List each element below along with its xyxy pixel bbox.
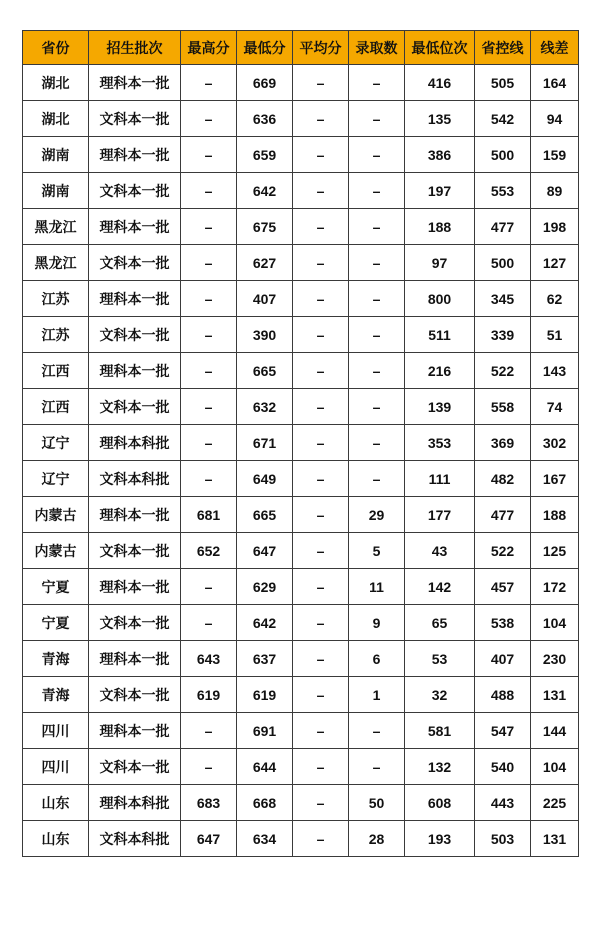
cell-min-score: 675: [237, 209, 293, 245]
cell-admitted-count: 29: [349, 497, 405, 533]
admission-score-table: [22, 30, 579, 857]
cell-admitted-count: 1: [349, 677, 405, 713]
column-header-province: 省份: [23, 31, 89, 65]
cell-min-score: 627: [237, 245, 293, 281]
cell-province: 辽宁: [23, 461, 89, 497]
cell-min-rank: 139: [405, 389, 475, 425]
table-row: [23, 533, 579, 569]
cell-avg-score: –: [293, 65, 349, 101]
cell-line-diff: 167: [531, 461, 579, 497]
table-row: [23, 209, 579, 245]
cell-province-line: 522: [475, 533, 531, 569]
cell-min-score: 407: [237, 281, 293, 317]
cell-province-line: 457: [475, 569, 531, 605]
cell-province: 内蒙古: [23, 533, 89, 569]
cell-line-diff: 62: [531, 281, 579, 317]
cell-avg-score: –: [293, 317, 349, 353]
cell-province-line: 500: [475, 137, 531, 173]
cell-province: 江西: [23, 353, 89, 389]
cell-min-rank: 53: [405, 641, 475, 677]
cell-batch: 文科本一批: [89, 245, 181, 281]
cell-line-diff: 74: [531, 389, 579, 425]
cell-province: 四川: [23, 749, 89, 785]
cell-avg-score: –: [293, 569, 349, 605]
cell-min-score: 668: [237, 785, 293, 821]
cell-province-line: 505: [475, 65, 531, 101]
cell-max-score: 647: [181, 821, 237, 857]
cell-batch: 理科本一批: [89, 209, 181, 245]
cell-province-line: 553: [475, 173, 531, 209]
cell-admitted-count: 28: [349, 821, 405, 857]
cell-min-score: 671: [237, 425, 293, 461]
cell-line-diff: 125: [531, 533, 579, 569]
cell-line-diff: 230: [531, 641, 579, 677]
cell-min-rank: 135: [405, 101, 475, 137]
cell-avg-score: –: [293, 173, 349, 209]
cell-admitted-count: 9: [349, 605, 405, 641]
table-row: [23, 785, 579, 821]
cell-max-score: –: [181, 605, 237, 641]
cell-batch: 文科本科批: [89, 821, 181, 857]
cell-avg-score: –: [293, 461, 349, 497]
cell-province: 湖南: [23, 173, 89, 209]
column-header-min-rank: 最低位次: [405, 31, 475, 65]
cell-province-line: 482: [475, 461, 531, 497]
cell-min-rank: 132: [405, 749, 475, 785]
cell-avg-score: –: [293, 137, 349, 173]
cell-max-score: –: [181, 353, 237, 389]
cell-min-rank: 65: [405, 605, 475, 641]
cell-batch: 文科本一批: [89, 749, 181, 785]
cell-line-diff: 104: [531, 605, 579, 641]
cell-province-line: 547: [475, 713, 531, 749]
cell-min-score: 669: [237, 65, 293, 101]
cell-admitted-count: –: [349, 425, 405, 461]
cell-min-score: 691: [237, 713, 293, 749]
cell-min-rank: 193: [405, 821, 475, 857]
cell-min-score: 629: [237, 569, 293, 605]
cell-avg-score: –: [293, 389, 349, 425]
cell-batch: 理科本一批: [89, 137, 181, 173]
cell-batch: 文科本一批: [89, 389, 181, 425]
cell-batch: 文科本一批: [89, 677, 181, 713]
cell-line-diff: 51: [531, 317, 579, 353]
cell-line-diff: 144: [531, 713, 579, 749]
table-row: [23, 677, 579, 713]
cell-max-score: 683: [181, 785, 237, 821]
cell-line-diff: 127: [531, 245, 579, 281]
column-header-batch: 招生批次: [89, 31, 181, 65]
table-row: [23, 749, 579, 785]
cell-province-line: 345: [475, 281, 531, 317]
cell-admitted-count: –: [349, 389, 405, 425]
cell-province: 湖北: [23, 65, 89, 101]
table-row: [23, 713, 579, 749]
cell-admitted-count: 5: [349, 533, 405, 569]
cell-province: 江西: [23, 389, 89, 425]
cell-province-line: 503: [475, 821, 531, 857]
cell-max-score: 619: [181, 677, 237, 713]
cell-min-rank: 197: [405, 173, 475, 209]
cell-province: 青海: [23, 677, 89, 713]
cell-min-rank: 97: [405, 245, 475, 281]
table-row: [23, 497, 579, 533]
cell-min-rank: 581: [405, 713, 475, 749]
cell-min-rank: 386: [405, 137, 475, 173]
table-row: [23, 317, 579, 353]
cell-province-line: 369: [475, 425, 531, 461]
cell-line-diff: 188: [531, 497, 579, 533]
cell-admitted-count: –: [349, 245, 405, 281]
cell-line-diff: 143: [531, 353, 579, 389]
cell-min-rank: 188: [405, 209, 475, 245]
cell-province-line: 538: [475, 605, 531, 641]
cell-batch: 理科本一批: [89, 497, 181, 533]
cell-admitted-count: –: [349, 749, 405, 785]
cell-batch: 文科本一批: [89, 101, 181, 137]
cell-max-score: –: [181, 389, 237, 425]
cell-province: 黑龙江: [23, 209, 89, 245]
cell-province: 四川: [23, 713, 89, 749]
cell-max-score: –: [181, 713, 237, 749]
cell-max-score: –: [181, 137, 237, 173]
cell-min-rank: 216: [405, 353, 475, 389]
cell-max-score: –: [181, 173, 237, 209]
table-row: [23, 605, 579, 641]
cell-admitted-count: –: [349, 317, 405, 353]
cell-min-score: 642: [237, 605, 293, 641]
cell-max-score: 643: [181, 641, 237, 677]
cell-avg-score: –: [293, 533, 349, 569]
cell-batch: 理科本科批: [89, 425, 181, 461]
cell-max-score: –: [181, 65, 237, 101]
cell-admitted-count: 50: [349, 785, 405, 821]
column-header-min-score: 最低分: [237, 31, 293, 65]
cell-min-score: 390: [237, 317, 293, 353]
cell-admitted-count: –: [349, 137, 405, 173]
column-header-max-score: 最高分: [181, 31, 237, 65]
cell-admitted-count: –: [349, 461, 405, 497]
cell-avg-score: –: [293, 101, 349, 137]
cell-province-line: 477: [475, 497, 531, 533]
column-header-line-diff: 线差: [531, 31, 579, 65]
cell-max-score: –: [181, 569, 237, 605]
cell-line-diff: 164: [531, 65, 579, 101]
cell-avg-score: –: [293, 785, 349, 821]
table-row: [23, 821, 579, 857]
cell-avg-score: –: [293, 245, 349, 281]
cell-line-diff: 159: [531, 137, 579, 173]
cell-province: 湖南: [23, 137, 89, 173]
cell-line-diff: 94: [531, 101, 579, 137]
cell-batch: 文科本一批: [89, 533, 181, 569]
cell-min-score: 632: [237, 389, 293, 425]
cell-admitted-count: –: [349, 65, 405, 101]
table-row: [23, 641, 579, 677]
cell-min-score: 619: [237, 677, 293, 713]
cell-province: 黑龙江: [23, 245, 89, 281]
cell-province: 辽宁: [23, 425, 89, 461]
cell-min-rank: 353: [405, 425, 475, 461]
table-row: [23, 389, 579, 425]
cell-avg-score: –: [293, 713, 349, 749]
cell-admitted-count: 6: [349, 641, 405, 677]
cell-admitted-count: –: [349, 281, 405, 317]
cell-batch: 文科本一批: [89, 605, 181, 641]
cell-min-rank: 32: [405, 677, 475, 713]
cell-line-diff: 89: [531, 173, 579, 209]
table-body: [23, 65, 579, 857]
cell-province-line: 558: [475, 389, 531, 425]
cell-avg-score: –: [293, 641, 349, 677]
cell-admitted-count: –: [349, 101, 405, 137]
cell-min-rank: 111: [405, 461, 475, 497]
cell-avg-score: –: [293, 353, 349, 389]
table-header-row: [23, 31, 579, 65]
cell-line-diff: 131: [531, 821, 579, 857]
cell-line-diff: 302: [531, 425, 579, 461]
cell-avg-score: –: [293, 605, 349, 641]
cell-min-rank: 800: [405, 281, 475, 317]
cell-province-line: 522: [475, 353, 531, 389]
table-row: [23, 245, 579, 281]
cell-min-score: 637: [237, 641, 293, 677]
cell-admitted-count: –: [349, 209, 405, 245]
cell-batch: 理科本一批: [89, 713, 181, 749]
cell-max-score: 652: [181, 533, 237, 569]
cell-min-rank: 142: [405, 569, 475, 605]
cell-province-line: 500: [475, 245, 531, 281]
cell-max-score: –: [181, 317, 237, 353]
cell-max-score: –: [181, 281, 237, 317]
cell-min-rank: 511: [405, 317, 475, 353]
cell-province: 青海: [23, 641, 89, 677]
table-row: [23, 353, 579, 389]
cell-min-rank: 177: [405, 497, 475, 533]
cell-batch: 文科本科批: [89, 461, 181, 497]
cell-min-rank: 608: [405, 785, 475, 821]
cell-batch: 理科本科批: [89, 785, 181, 821]
cell-province-line: 339: [475, 317, 531, 353]
cell-min-score: 659: [237, 137, 293, 173]
cell-max-score: 681: [181, 497, 237, 533]
cell-province: 湖北: [23, 101, 89, 137]
cell-avg-score: –: [293, 677, 349, 713]
cell-province: 内蒙古: [23, 497, 89, 533]
cell-province: 山东: [23, 821, 89, 857]
table-row: [23, 101, 579, 137]
cell-max-score: –: [181, 749, 237, 785]
column-header-admitted-count: 录取数: [349, 31, 405, 65]
cell-province: 宁夏: [23, 569, 89, 605]
cell-min-score: 649: [237, 461, 293, 497]
cell-avg-score: –: [293, 821, 349, 857]
cell-line-diff: 172: [531, 569, 579, 605]
cell-line-diff: 198: [531, 209, 579, 245]
cell-province: 江苏: [23, 317, 89, 353]
cell-avg-score: –: [293, 497, 349, 533]
cell-batch: 文科本一批: [89, 317, 181, 353]
cell-avg-score: –: [293, 425, 349, 461]
cell-line-diff: 131: [531, 677, 579, 713]
column-header-province-line: 省控线: [475, 31, 531, 65]
cell-province-line: 407: [475, 641, 531, 677]
cell-line-diff: 104: [531, 749, 579, 785]
cell-province-line: 540: [475, 749, 531, 785]
cell-max-score: –: [181, 245, 237, 281]
cell-avg-score: –: [293, 209, 349, 245]
cell-batch: 理科本一批: [89, 353, 181, 389]
cell-province: 山东: [23, 785, 89, 821]
cell-min-rank: 43: [405, 533, 475, 569]
cell-batch: 理科本一批: [89, 281, 181, 317]
cell-min-score: 644: [237, 749, 293, 785]
cell-line-diff: 225: [531, 785, 579, 821]
cell-province: 江苏: [23, 281, 89, 317]
cell-admitted-count: 11: [349, 569, 405, 605]
cell-max-score: –: [181, 461, 237, 497]
cell-batch: 理科本一批: [89, 569, 181, 605]
table-row: [23, 569, 579, 605]
cell-avg-score: –: [293, 749, 349, 785]
cell-batch: 文科本一批: [89, 173, 181, 209]
cell-admitted-count: –: [349, 353, 405, 389]
cell-min-score: 642: [237, 173, 293, 209]
cell-province-line: 488: [475, 677, 531, 713]
table-row: [23, 425, 579, 461]
cell-batch: 理科本一批: [89, 641, 181, 677]
table-row: [23, 281, 579, 317]
cell-max-score: –: [181, 101, 237, 137]
cell-batch: 理科本一批: [89, 65, 181, 101]
table-row: [23, 65, 579, 101]
cell-admitted-count: –: [349, 713, 405, 749]
column-header-avg-score: 平均分: [293, 31, 349, 65]
cell-min-score: 665: [237, 353, 293, 389]
cell-min-rank: 416: [405, 65, 475, 101]
cell-admitted-count: –: [349, 173, 405, 209]
cell-max-score: –: [181, 425, 237, 461]
table-row: [23, 173, 579, 209]
table-header: [23, 31, 579, 65]
cell-province-line: 542: [475, 101, 531, 137]
cell-max-score: –: [181, 209, 237, 245]
cell-avg-score: –: [293, 281, 349, 317]
table-row: [23, 461, 579, 497]
cell-min-score: 665: [237, 497, 293, 533]
cell-min-score: 647: [237, 533, 293, 569]
cell-min-score: 636: [237, 101, 293, 137]
cell-province-line: 477: [475, 209, 531, 245]
cell-province-line: 443: [475, 785, 531, 821]
cell-province: 宁夏: [23, 605, 89, 641]
table-row: [23, 137, 579, 173]
cell-min-score: 634: [237, 821, 293, 857]
